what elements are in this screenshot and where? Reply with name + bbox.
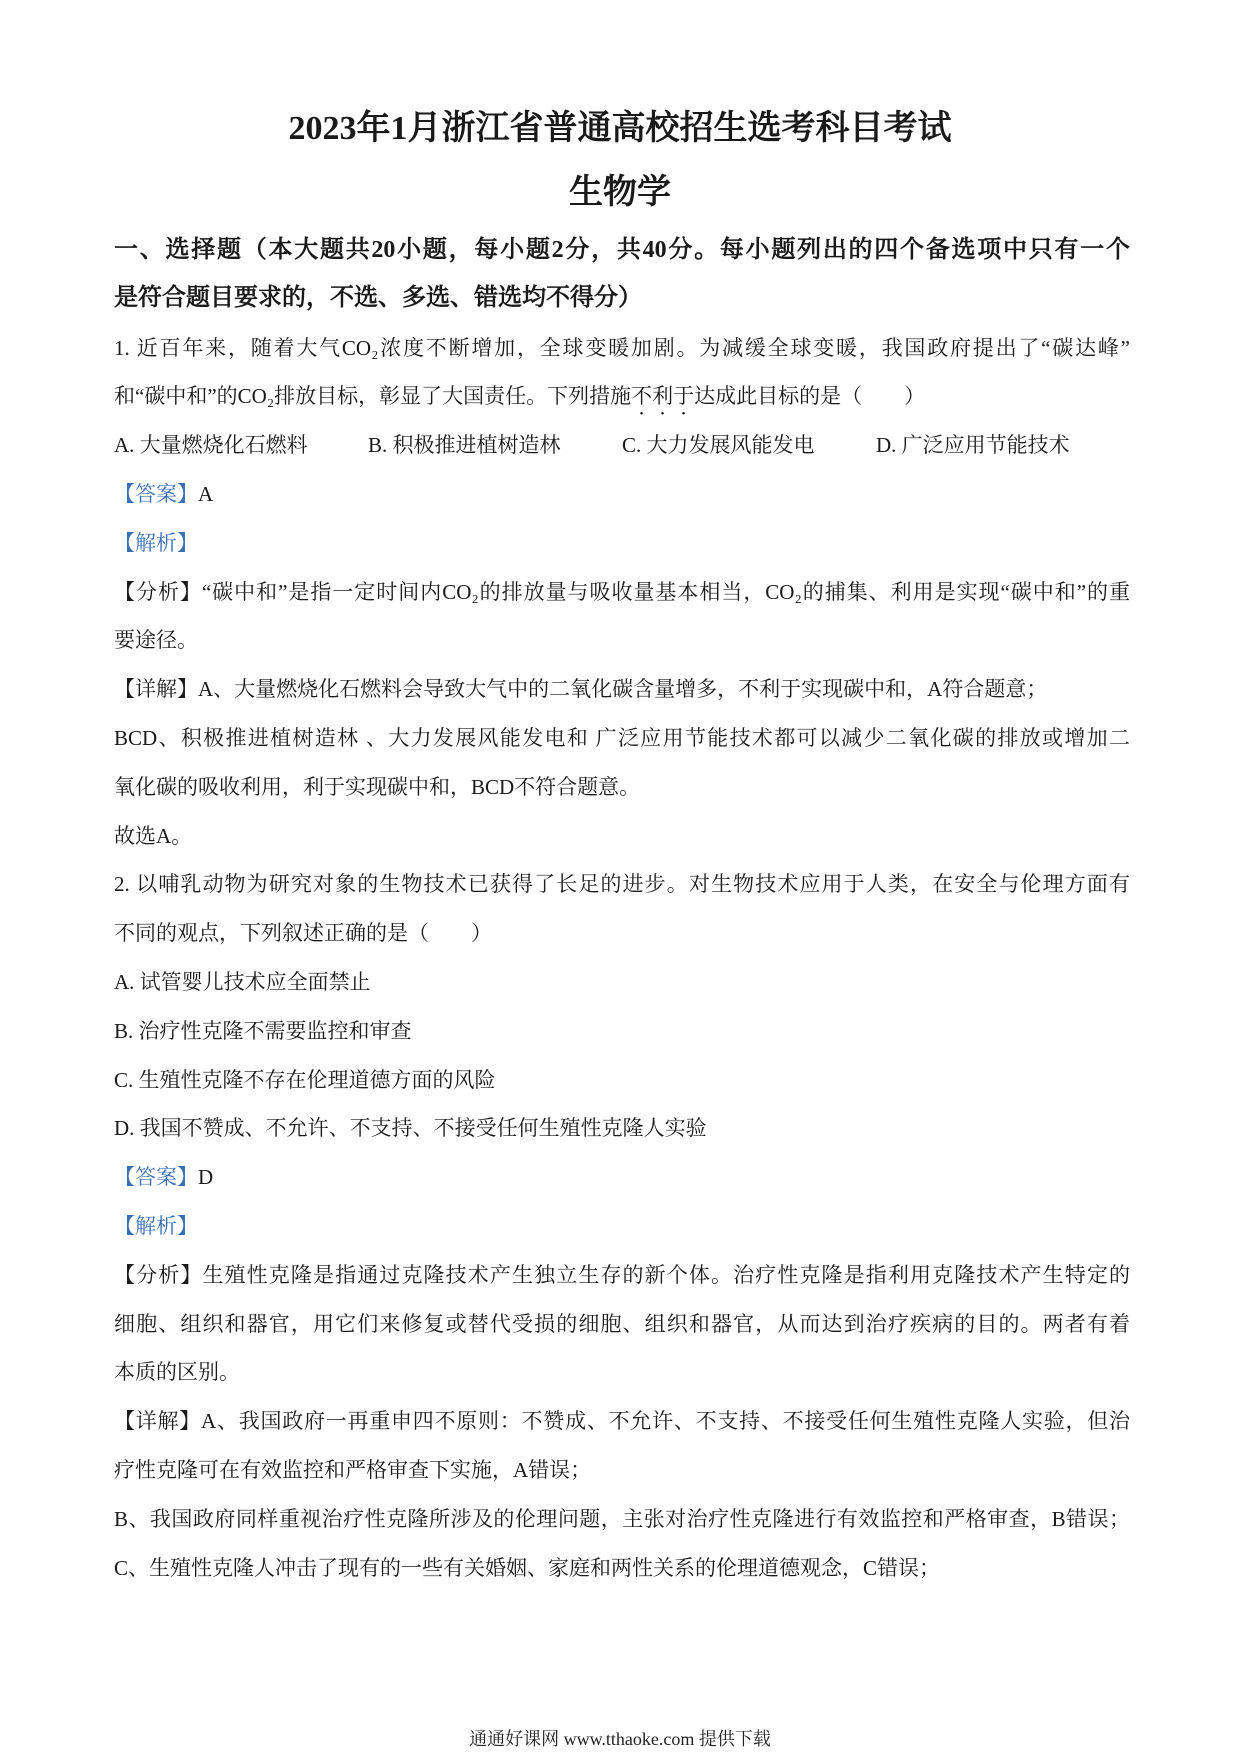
detail-line: BCD、积极推进植树造林 、大力发展风能发电和 广泛应用节能技术都可以减少二氧化碳的排放或增加二 [114,725,1130,750]
answer-label: 【答案】 [114,481,198,506]
explanation-label: 【解析】 [114,1213,198,1238]
question-2 [114,860,1130,1592]
explanation-label: 【解析】 [114,530,198,555]
detail-line: B、我国政府同样重视治疗性克隆所涉及的伦理问题，主张对治疗性克隆进行有效监控和严格审查，B错误； [114,1506,1130,1531]
section-heading-line: 一、选择题（本大题共20小题，每小题2分，共40分。每小题列出的四个备选项中只有一个 [114,237,1130,263]
page-footer: 通通好课网 www.tthaoke.com 提供下载 [469,1729,771,1749]
detail-line: 疗性克隆可在有效监控和严格审查下实施，A错误； [114,1457,592,1482]
question-1 [114,324,1130,861]
answer-line [114,1153,1130,1202]
analysis-line: 【分析】“碳中和”是指一定时间内CO₂的排放量与吸收量基本相当，CO₂的捕集、利用是实现“碳中和”的重 [114,579,1130,604]
detail-line: 【详解】A、大量燃烧化石燃料会导致大气中的二氧化碳含量增多，不利于实现碳中和，A符合题意； [114,677,1048,702]
exam-title: 2023年1月浙江省普通高校招生选考科目考试 [288,110,952,147]
question-stem-line: 不同的观点，下列叙述正确的是（ ） [114,921,492,946]
section-heading [114,226,1130,322]
option-d: D. 我国不赞成、不允许、不支持、不接受任何生殖性克隆人实验 [114,1116,707,1141]
option-c: C. 生殖性克隆不存在伦理道德方面的风险 [114,1067,496,1092]
exam-subject: 生物学 [569,174,671,211]
option-a: A. 大量燃烧化石燃料 [114,433,308,458]
stem-text: 和“碳中和”的CO₂排放目标，彰显了大国责任。下列措施 [114,384,632,409]
option-c: C. 大力发展风能发电 [622,433,815,458]
answer-line [114,470,1130,519]
question-stem-line: 2. 以哺乳动物为研究对象的生物技术已获得了长足的进步。对生物技术应用于人类，在安全与伦理方面有 [114,872,1130,897]
emphasized-text: 不利于 [631,384,695,409]
detail-line: 【详解】A、我国政府一再重申四不原则：不赞成、不允许、不支持、不接受任何生殖性克隆人实验，但治 [114,1409,1130,1434]
analysis-line: 细胞、组织和器官，用它们来修复或替代受损的细胞、组织和器官，从而达到治疗疾病的目的。两者有着 [114,1311,1130,1336]
answer-value: A [198,481,214,506]
questions-content [114,324,1130,1593]
analysis-line: 要途径。 [114,628,198,653]
detail-line: 氧化碳的吸收利用，利于实现碳中和，BCD不符合题意。 [114,774,641,799]
analysis-line: 本质的区别。 [114,1360,240,1385]
conclusion-line: 故选A。 [114,823,193,848]
option-b: B. 积极推进植树造林 [368,433,561,458]
answer-value: D [198,1165,214,1190]
analysis-line: 【分析】生殖性克隆是指通过克隆技术产生独立生存的新个体。治疗性克隆是指利用克隆技术产生特定的 [114,1262,1130,1287]
question-stem-line: 1. 近百年来，随着大气CO₂浓度不断增加，全球变暖加剧。为减缓全球变暖，我国政府提出了“碳达峰” [114,335,1130,360]
question-stem-line [114,372,1130,421]
detail-line: C、生殖性克隆人冲击了现有的一些有关婚姻、家庭和两性关系的伦理道德观念，C错误； [114,1555,941,1580]
section-heading-line: 是符合题目要求的，不选、多选、错选均不得分） [114,285,642,311]
stem-text: 达成此目标的是（ ） [694,384,926,409]
options-row [114,421,1130,470]
option-a: A. 试管婴儿技术应全面禁止 [114,969,371,994]
option-b: B. 治疗性克隆不需要监控和审查 [114,1018,412,1043]
option-d: D. 广泛应用节能技术 [876,433,1070,458]
answer-label: 【答案】 [114,1165,198,1190]
